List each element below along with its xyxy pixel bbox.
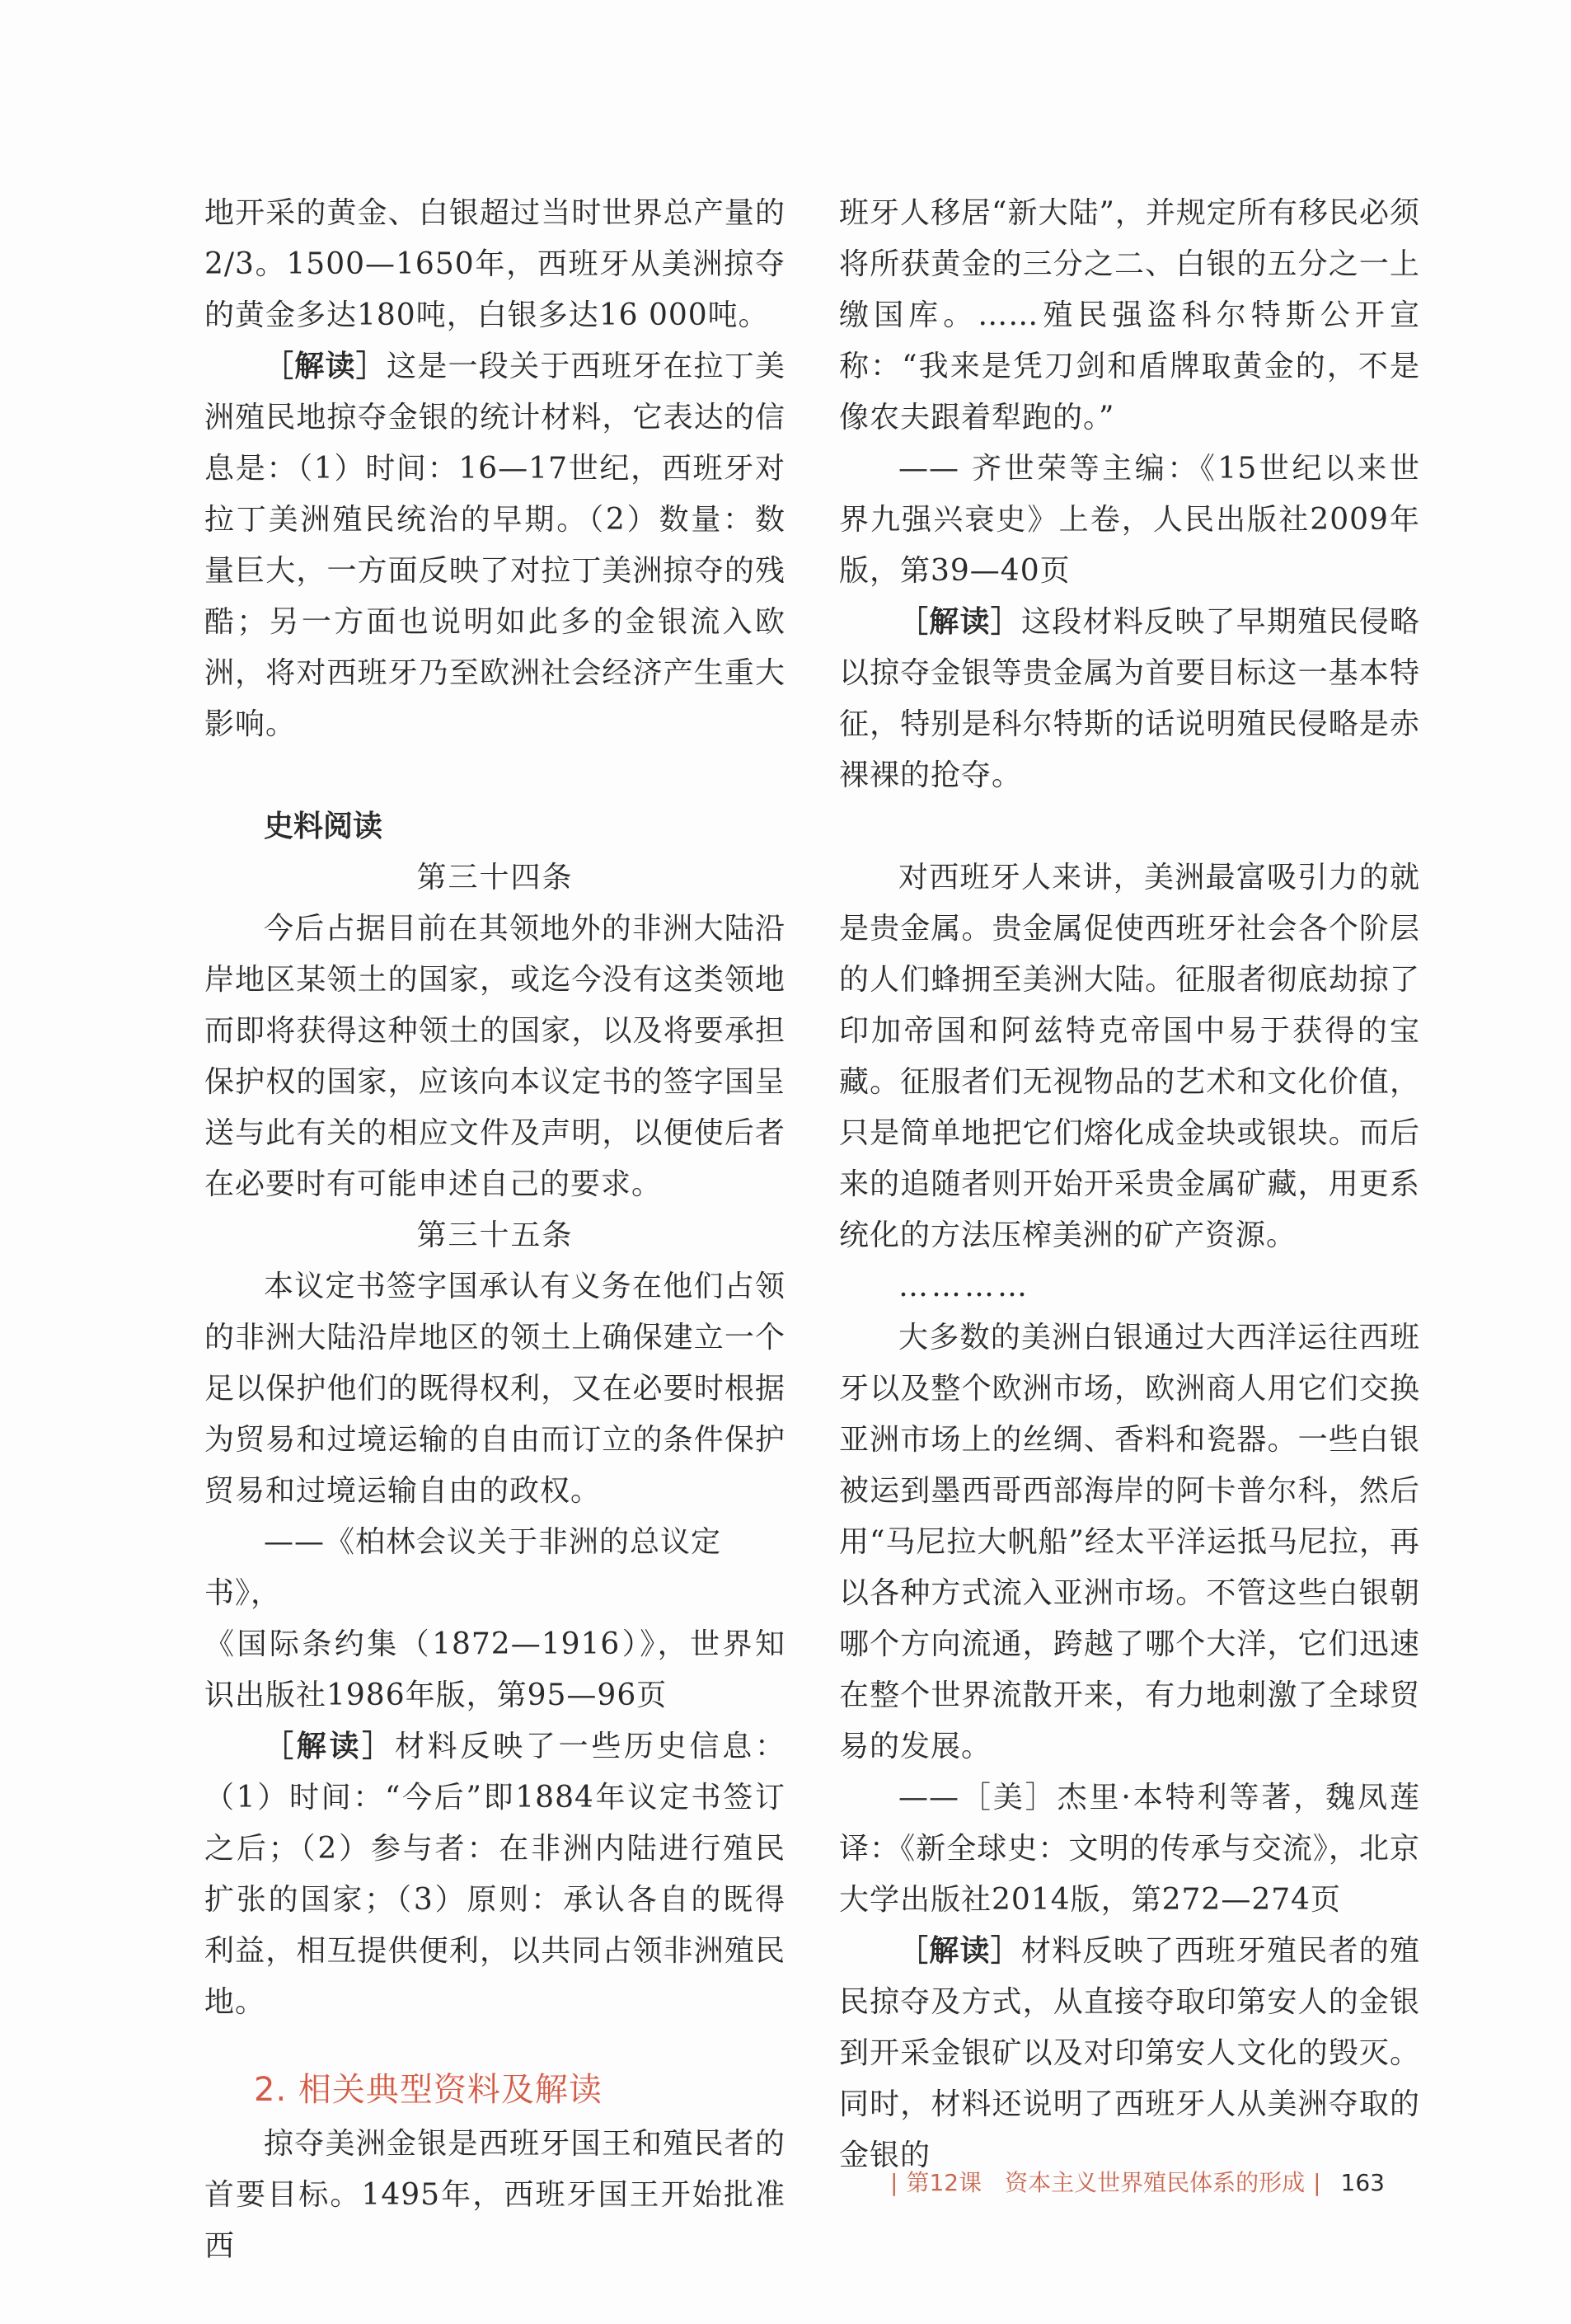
section-heading: 史料阅读 [264, 810, 383, 843]
right-column [839, 188, 1420, 2181]
page-number: 163 [1340, 2169, 1385, 2196]
interpretation-label: ［解读］ [264, 1730, 395, 1763]
interpretation-text: 材料反映了一些历史信息：（1）时间：“今后”即1884年议定书签订之后；（2）参与者：在非洲内陆进行殖民扩张的国家；（3）原则：承认各自的既得利益，相互提供便利，以共同占领非洲殖民地。 [204, 1730, 786, 2019]
interpretation-text: 这是一段关于西班牙在拉丁美洲殖民地掠夺金银的统计材料，它表达的信息是：（1）时间：16—17世纪，西班牙对拉丁美洲殖民统治的早期。（2）数量：数量巨大，一方面反映了对拉丁美洲掠夺的残酷；另一方面也说明如此多的金银流入欧洲，将对西班牙乃至欧洲社会经济产生重大影响。 [204, 350, 786, 741]
section-title: 2. 相关典型资料及解读 [254, 2071, 603, 2109]
paragraph: 地开采的黄金、白银超过当时世界总产量的2/3。1500—1650年，西班牙从美洲掠夺的黄金多达180吨，白银多达16 000吨。 [204, 196, 786, 332]
interpretation-paragraph [839, 1926, 1420, 2181]
lesson-title: 第12课 资本主义世界殖民体系的形成 [906, 2169, 1306, 2196]
interpretation-text: 材料反映了西班牙殖民者的殖民掠夺及方式，从直接夺取印第安人的金银到开采金银矿以及对印第安人文化的毁灭。同时，材料还说明了西班牙人从美洲夺取的金银的 [839, 1934, 1420, 2172]
interpretation-text: 这段材料反映了早期殖民侵略以掠夺金银等贵金属为首要目标这一基本特征，特别是科尔特斯的话说明殖民侵略是赤裸裸的抢夺。 [839, 605, 1420, 792]
interpretation-paragraph [204, 341, 786, 750]
source-citation: —— 齐世荣等主编：《15世纪以来世界九强兴衰史》上卷，人民出版社2009年版，第39—40页 [839, 452, 1420, 588]
article-text: 本议定书签字国承认有义务在他们占领的非洲大陆沿岸地区的领土上确保建立一个足以保护他们的既得权利，又在必要时根据为贸易和过境运输的自由而订立的条件保护贸易和过境运输自由的政权。 [204, 1270, 786, 1508]
source-citation: 《国际条约集（1872—1916）》，世界知识出版社1986年版，第95—96页 [204, 1627, 786, 1712]
ellipsis: ………… [898, 1270, 1030, 1303]
footer-divider: | [890, 2169, 898, 2196]
interpretation-paragraph [204, 1721, 786, 2028]
page-footer [882, 2158, 1418, 2208]
source-citation: ——［美］杰里·本特利等著，魏凤莲译：《新全球史：文明的传承与交流》，北京大学出版社2014版，第272—274页 [839, 1781, 1420, 1917]
interpretation-label: ［解读］ [264, 350, 387, 383]
article-title: 第三十五条 [416, 1218, 574, 1252]
paragraph: 班牙人移居“新大陆”，并规定所有移民必须将所获黄金的三分之二、白银的五分之一上缴国库。……殖民强盗科尔特斯公开宣称：“我来是凭刀剑和盾牌取黄金的，不是像农夫跟着犁跑的。” [839, 196, 1420, 434]
left-column [204, 188, 786, 2272]
source-citation: ——《柏林会议关于非洲的总议定书》， [204, 1525, 722, 1610]
paragraph: 大多数的美洲白银通过大西洋运往西班牙以及整个欧洲市场，欧洲商人用它们交换亚洲市场上的丝绸、香料和瓷器。一些白银被运到墨西哥西部海岸的阿卡普尔科，然后用“马尼拉大帆船”经太平洋运抵马尼拉，再以各种方式流入亚洲市场。不管这些白银朝哪个方向流通，跨越了哪个大洋，它们迅速在整个世界流散开来，有力地刺激了全球贸易的发展。 [839, 1321, 1420, 1763]
interpretation-label: ［解读］ [898, 605, 1021, 639]
interpretation-label: ［解读］ [898, 1934, 1021, 1968]
paragraph: 掠夺美洲金银是西班牙国王和殖民者的首要目标。1495年，西班牙国王开始批准西 [204, 2127, 786, 2263]
article-text: 今后占据目前在其领地外的非洲大陆沿岸地区某领土的国家，或迄今没有这类领地而即将获得这种领土的国家，以及将要承担保护权的国家，应该向本议定书的签字国呈送与此有关的相应文件及声明，以便使后者在必要时有可能申述自己的要求。 [204, 912, 786, 1201]
article-title: 第三十四条 [416, 861, 574, 894]
paragraph: 对西班牙人来讲，美洲最富吸引力的就是贵金属。贵金属促使西班牙社会各个阶层的人们蜂拥至美洲大陆。征服者彻底劫掠了印加帝国和阿兹特克帝国中易于获得的宝藏。征服者们无视物品的艺术和文化价值，只是简单地把它们熔化成金块或银块。而后来的追随者则开始开采贵金属矿藏，用更系统化的方法压榨美洲的矿产资源。 [839, 861, 1420, 1252]
interpretation-paragraph [839, 597, 1420, 801]
footer-divider: | [1313, 2169, 1321, 2196]
